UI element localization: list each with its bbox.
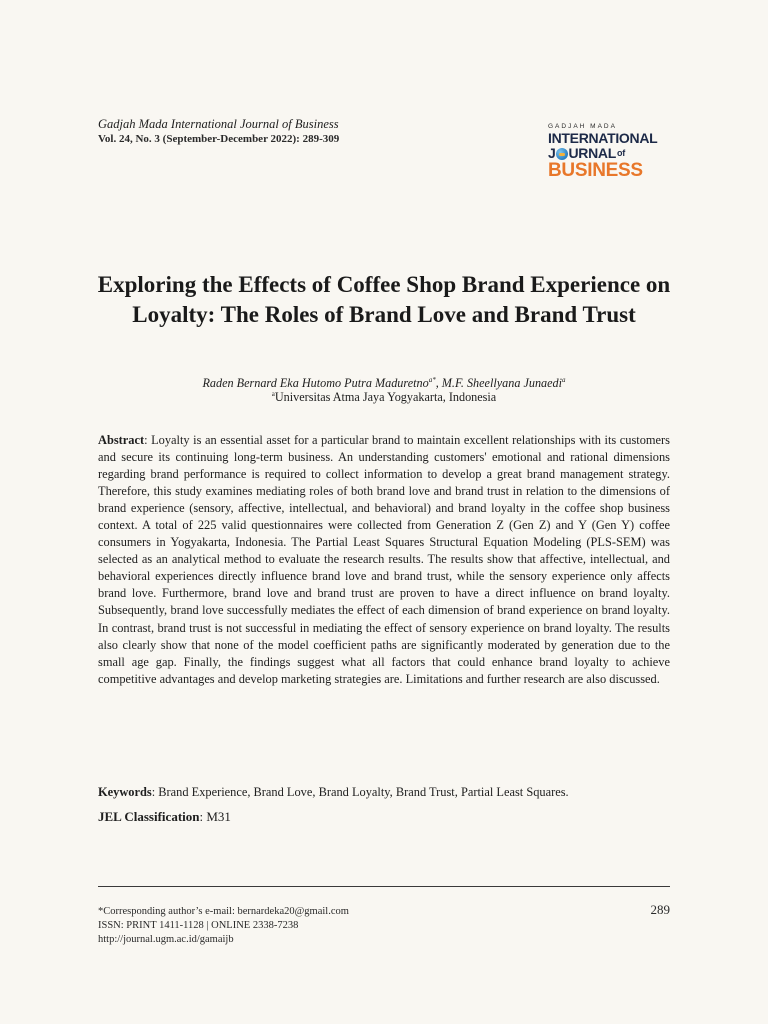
footer <box>98 905 578 947</box>
journal-name: Gadjah Mada International Journal of Business <box>98 117 339 131</box>
logo-line-journal <box>548 146 660 161</box>
abstract-label: Abstract <box>98 433 145 447</box>
journal-logo <box>548 123 660 185</box>
logo-line-gadjah-mada: GADJAH MADA <box>548 123 617 130</box>
affiliation-marker: a <box>271 389 275 398</box>
author-line <box>80 376 688 390</box>
affiliation: Universitas Atma Jaya Yogyakarta, Indonesia <box>274 390 497 404</box>
abstract-text: : Loyalty is an essential asset for a particular brand to maintain excellent relationships with its customers and secure its continuing long-term business. An understanding customers' emotional and rational dimensions regarding brand performance is required to collect information to develop a great brand management strategy. Therefore, this study examines mediating roles of both brand love and brand trust in relation to the dimensions of brand experience (sensory, affective, intellectual, and behavioral) and brand loyalty in the coffee shop business context. A total of 225 valid questionnaires were collected from Generation Z (Gen Z) and Y (Gen Y) coffee consumers in Yogyakarta, Indonesia. The Partial Least Squares Structural Equation Modeling (PLS-SEM) was selected as an analytical method to evaluate the research results. The results show that affective, intellectual, and behavioral experiences directly influence brand love and brand trust, while the sensory experience only affects brand love. Furthermore, brand love and brand trust are proven to have a direct influence on brand loyalty. Subsequently, brand love successfully mediates the effect of each dimension of brand experience on brand loyalty. In contrast, brand trust is not successful in mediating the effect of sensory experience on brand loyalty. The results also clearly show that none of the model coefficient paths are significantly moderated by generation due to the small age gap. Finally, the findings suggest what all factors that could enhance brand loyalty to achieve competitive advantages and develop marketing strategies are. Limitations and further research are also discussed. <box>98 433 670 686</box>
jel-text: : M31 <box>199 809 231 824</box>
author-1-marker: a* <box>428 375 436 384</box>
author-1: Raden Bernard Eka Hutomo Putra Maduretno <box>202 376 429 390</box>
logo-line-international: INTERNATIONAL <box>548 130 658 146</box>
author-2: , M.F. Sheellyana Junaedi <box>435 376 563 390</box>
logo-line-business: BUSINESS <box>548 160 643 181</box>
logo-j: J <box>548 145 556 161</box>
abstract <box>98 432 670 688</box>
issn: ISSN: PRINT 1411-1128 | ONLINE 2338-7238 <box>98 920 299 931</box>
corresponding-email: *Corresponding author’s e-mail: bernardeka20@gmail.com <box>98 906 349 917</box>
page-number: 289 <box>650 902 670 917</box>
journal-volume: Vol. 24, No. 3 (September-December 2022): 289-309 <box>98 133 340 145</box>
author-2-marker: a <box>562 375 566 384</box>
affiliation-line <box>80 390 688 404</box>
article-title: Exploring the Effects of Coffee Shop Brand Experience on Loyalty: The Roles of Brand Love and Brand Trust <box>97 272 671 327</box>
journal-header <box>98 116 478 146</box>
globe-icon <box>556 148 568 160</box>
logo-urnal: URNAL <box>568 145 616 161</box>
keywords <box>98 784 670 800</box>
keywords-text: : Brand Experience, Brand Love, Brand Loyalty, Brand Trust, Partial Least Squares. <box>151 785 569 799</box>
logo-of: of <box>617 148 625 158</box>
keywords-label: Keywords <box>98 785 152 799</box>
footer-divider <box>98 886 670 887</box>
jel-label: JEL Classification <box>98 809 200 824</box>
jel-classification <box>98 808 670 826</box>
journal-url[interactable]: http://journal.ugm.ac.id/gamaijb <box>98 934 234 945</box>
